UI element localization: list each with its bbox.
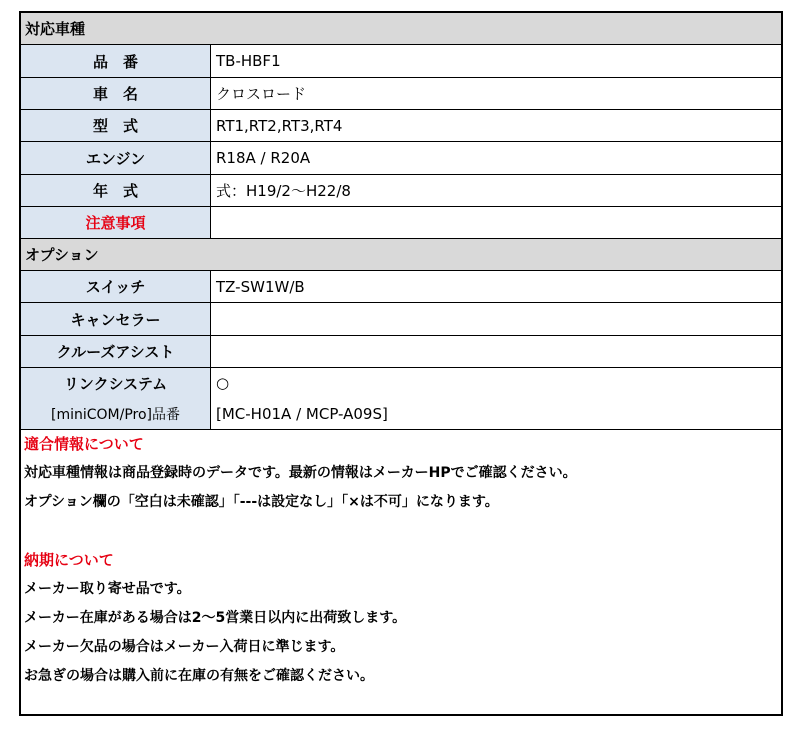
row-value [212, 207, 781, 238]
row-model-code [21, 110, 781, 142]
row-value: RT1,RT2,RT3,RT4 [216, 116, 343, 135]
row-value [212, 336, 781, 367]
delivery-line: メーカー欠品の場合はメーカー入荷日に準じます。 [24, 639, 345, 655]
section-header-options [21, 239, 781, 271]
delivery-heading: 納期について [24, 551, 114, 569]
fit-info-line: 対応車種情報は商品登録時のデータです。最新の情報はメーカーHPでご確認ください。 [24, 465, 577, 481]
row-value: R18A / R20A [216, 149, 311, 167]
spacer [24, 517, 781, 546]
delivery-line: メーカー取り寄せ品です。 [24, 581, 191, 597]
row-value-link-system [212, 368, 781, 429]
row-cruise-assist [21, 336, 781, 368]
row-model-year [21, 175, 781, 207]
info-notes [21, 430, 781, 691]
row-canceller [21, 303, 781, 336]
row-label: クルーズアシスト [21, 336, 211, 367]
section-title: オプション [25, 246, 99, 264]
row-label: キャンセラー [21, 303, 211, 335]
row-value: TB-HBF1 [216, 52, 281, 70]
delivery-line: お急ぎの場合は購入前に在庫の有無をご確認ください。 [24, 668, 374, 684]
row-label: スイッチ [21, 271, 211, 302]
section-title: 対応車種 [25, 20, 86, 38]
section-header-vehicle [21, 13, 781, 45]
row-label: 型 式 [21, 110, 211, 141]
row-vehicle-name [21, 78, 781, 110]
fit-info-heading: 適合情報について [24, 435, 144, 453]
minicom-part-value: [MC-H01A / MCP-A09S] [216, 404, 388, 423]
link-system-value: ○ [216, 374, 230, 393]
row-label: 年 式 [21, 175, 211, 206]
row-label: 品 番 [21, 45, 211, 77]
row-notes [21, 207, 781, 239]
row-label: エンジン [21, 142, 211, 174]
row-value: TZ-SW1W/B [216, 277, 305, 296]
row-label: 車 名 [21, 78, 211, 109]
row-value: クロスロード [216, 85, 307, 103]
minicom-part-label: [miniCOM/Pro]品番 [50, 407, 180, 423]
row-switch [21, 271, 781, 303]
row-label-link-system [21, 368, 211, 429]
row-value: 式：H19/2～H22/8 [216, 182, 351, 200]
row-part-number [21, 45, 781, 78]
delivery-line: メーカー在庫がある場合は2～5営業日以内に出荷致します。 [24, 610, 407, 626]
row-label-notes: 注意事項 [21, 207, 211, 238]
fit-info-line: オプション欄の「空白は未確認」「---は設定なし」「×は不可」になります。 [24, 494, 499, 510]
compatibility-table [19, 11, 783, 716]
row-link-system [21, 368, 781, 430]
row-engine [21, 142, 781, 175]
link-system-label: リンクシステム [63, 375, 168, 393]
row-value [212, 303, 781, 335]
